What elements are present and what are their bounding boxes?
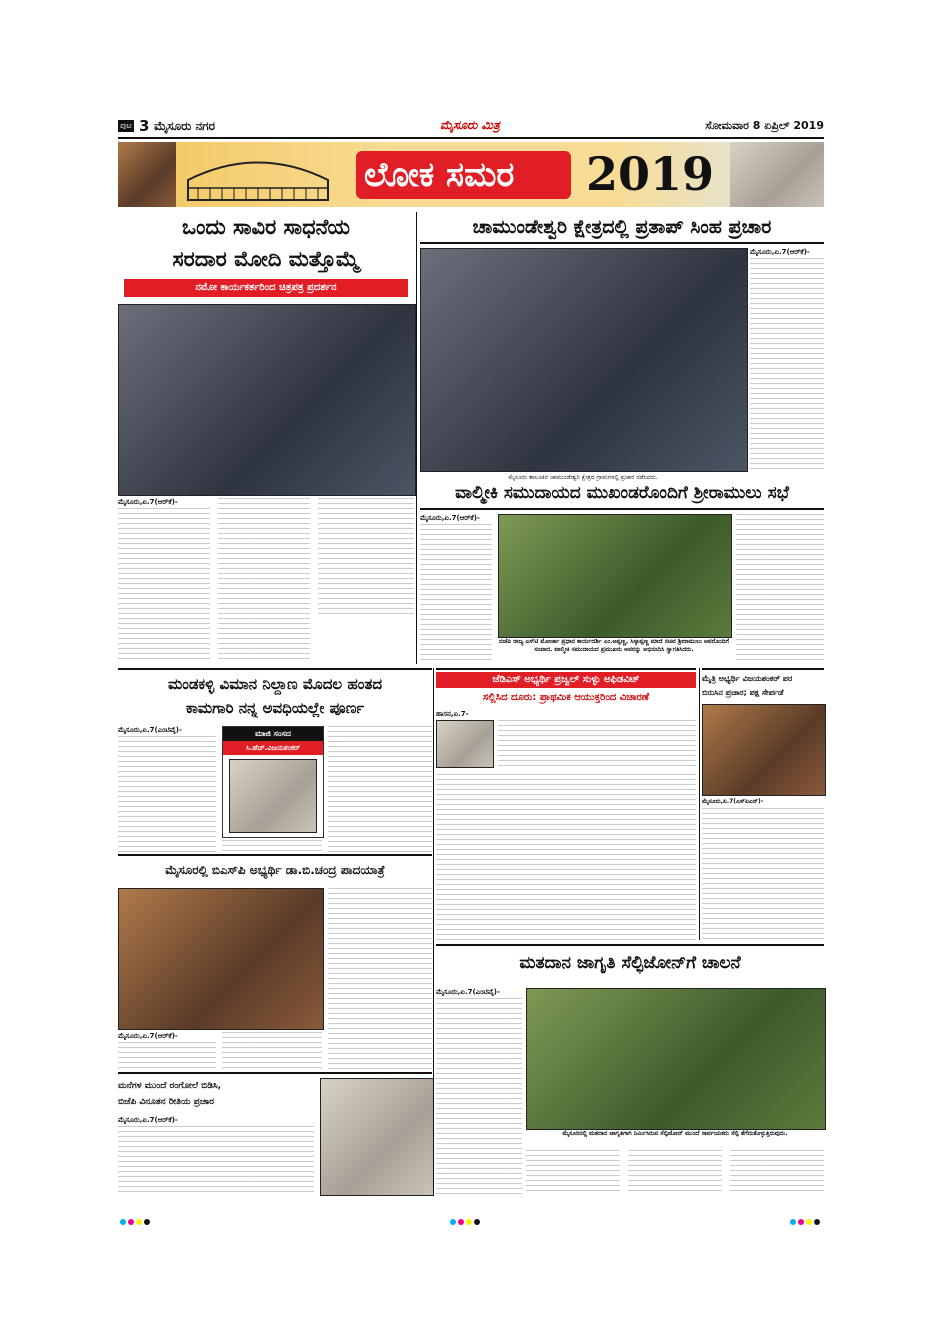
banner-title: ಲೋಕ ಸಮರ [364, 155, 515, 195]
column-rule-right [699, 668, 700, 940]
rangoli-dateline: ಮೈಸೂರು,ಏ.7(ಆರ್‌ಕೆ)- [118, 1116, 178, 1124]
black-dot [814, 1219, 820, 1225]
valmiki-body-left [420, 524, 492, 664]
page-tag: ಪುಟ [120, 121, 132, 130]
selfie-caption: ಮೈಸೂರಿನಲ್ಲಿ ಮತದಾನ ಜಾಗೃತಿಗಾಗಿ ನಿರ್ಮಿಸಿರುವ ಸೆಲ್ಫಿಜೋನ್ ಮುಂದೆ ಸಾರ್ವಜನಿಕರು ಸೆಲ್ಫಿ ತೆಗೆದುಕೊಳ್ಳುತ್ತಿರುವುದು. [562, 1130, 788, 1137]
valmiki-body-right [736, 514, 824, 664]
maitri-dateline: ಮೈಸೂರು,ಏ.7(ಎಸ್‌ಪಿಎನ್)- [702, 798, 764, 805]
pratap-dateline: ಮೈಸೂರು,ಏ.7(ಆರ್‌ಕೆ)- [750, 248, 810, 256]
jds-body [436, 774, 696, 942]
selfie-body-left [436, 998, 522, 1194]
section-title: ಮೈಸೂರು ನಗರ [154, 119, 216, 133]
modi-headline-1: ಒಂದು ಸಾವಿರ ಸಾಧನೆಯ [182, 215, 350, 239]
bsp-body-col1 [118, 1042, 216, 1070]
modi-body-col1 [118, 508, 210, 662]
cyan-dot [120, 1219, 126, 1225]
pratap-article [420, 212, 824, 481]
bsp-headline: ಮೈಸೂರಲ್ಲಿ ಬಿಎಸ್‌ಪಿ ಅಭ್ಯರ್ಥಿ ಡಾ.ಬಿ.ಚಂದ್ರ ಪಾದಯಾತ್ರೆ [165, 863, 385, 877]
page-header [118, 117, 824, 139]
magenta-dot [128, 1219, 134, 1225]
bsp-body-col2 [222, 1032, 322, 1070]
modi-subhead: ನಮೋ ಕಾರ್ಯಕರ್ತರಿಂದ ಚಿತ್ರಪತ್ರ ಪ್ರದರ್ಶನ [124, 279, 408, 297]
jds-headline-2: ಸಲ್ಲಿಸಿದ ದೂರು: ಪ್ರಾಥಮಿಕ ಆಯುಕ್ತರಿಂದ ವಿಚಾರಣೆ [482, 692, 650, 703]
registration-marks-left [120, 1210, 152, 1229]
pratap-campaign-photo [420, 248, 748, 472]
banner-hands-image [118, 142, 176, 207]
maitri-photo [702, 704, 826, 796]
masthead: ಮೈಸೂರು ಮಿತ್ರ [440, 118, 500, 132]
valmiki-meeting-photo [498, 514, 732, 638]
black-dot [144, 1219, 150, 1225]
registration-marks-center [450, 1210, 482, 1229]
airport-body-col1 [118, 736, 216, 852]
registration-marks-right [790, 1210, 822, 1229]
banner-voters-image [730, 142, 824, 207]
selfie-headline: ಮತದಾನ ಜಾಗೃತಿ ಸೆಲ್ಫಿಜೋನ್‌ಗೆ ಚಾಲನೆ [519, 953, 741, 973]
selfie-body-col4 [730, 1150, 824, 1194]
column-rule-main [416, 212, 417, 664]
airport-article [118, 668, 432, 852]
airport-dateline: ಮೈಸೂರು,ಏ.7(ಎಂಟಿವೈ)- [118, 726, 182, 734]
modi-article [118, 212, 414, 662]
selfie-dateline: ಮೈಸೂರು,ಏ.7(ಎಂಟಿವೈ)- [436, 988, 500, 996]
column-rule-lower [433, 668, 434, 1192]
bsp-dateline: ಮೈಸೂರು,ಏ.7(ಆರ್‌ಕೆ)- [118, 1032, 178, 1040]
selfie-body-col3 [628, 1150, 722, 1194]
prajwal-portrait [436, 720, 494, 768]
maitri-headline-1: ಮೈತ್ರಿ ಅಭ್ಯರ್ಥಿ ವಿಜಯಶಂಕರ್ ಪರ [702, 674, 793, 683]
modi-headline-2: ಸರದಾರ ಮೋದಿ ಮತ್ತೊಮ್ಮೆ [172, 247, 360, 271]
maitri-headline-2: ಬಿರುಸಿನ ಪ್ರಚಾರ; ಪಕ್ಷ ಸೇರ್ಪಡೆ [702, 688, 784, 697]
pratap-headline: ಚಾಮುಂಡೇಶ್ವರಿ ಕ್ಷೇತ್ರದಲ್ಲಿ ಪ್ರತಾಪ್ ಸಿಂಹ ಪ್ರಚಾರ [420, 212, 824, 244]
selfie-zone-photo [526, 988, 826, 1130]
bsp-body-col3 [328, 888, 432, 1070]
jds-article [436, 668, 696, 942]
selfie-article [436, 944, 824, 1194]
modi-dateline: ಮೈಸೂರು,ಏ.7(ಆರ್‌ಕೆ)- [118, 498, 178, 506]
rangoli-article [118, 1072, 432, 1194]
airport-body-col2 [222, 840, 322, 852]
modi-rally-photo [118, 304, 416, 496]
bsp-padayatra-photo [118, 888, 324, 1030]
page-number: 3 [139, 117, 150, 135]
airport-headline-1: ಮಂಡಕಳ್ಳಿ ವಿಮಾನ ನಿಲ್ದಾಣ ಮೊದಲ ಹಂತದ [167, 675, 383, 693]
cyan-dot [790, 1219, 796, 1225]
pratap-caption: ಮೈಸೂರು ತಾಲೂಕಿನ ಚಾಮುಂಡೇಶ್ವರಿ ಕ್ಷೇತ್ರದ ಗ್ರಾಮಗಳಲ್ಲಿ ಪ್ರಚಾರ ನಡೆಸಿದರು. [508, 474, 658, 481]
magenta-dot [798, 1219, 804, 1225]
cyan-dot [450, 1219, 456, 1225]
selfie-body-col2 [526, 1150, 620, 1194]
jds-headline-1: ಜೆಡಿಎಸ್ ಅಭ್ಯರ್ಥಿ ಪ್ರಜ್ವಲ್ ಸುಳ್ಳು ಅಫಿಡವಿಟ್ [436, 672, 696, 688]
issue-date: ಸೋಮವಾರ 8 ಏಪ್ರಿಲ್ 2019 [705, 119, 824, 132]
rangoli-headline-2: ಬಿಜೆಪಿ ವಿನೂತನ ರೀತಿಯ ಪ್ರಚಾರ [118, 1097, 214, 1107]
valmiki-dateline: ಮೈಸೂರು,ಏ.7(ಆರ್‌ಕೆ)- [420, 514, 480, 522]
jds-body-top [498, 720, 696, 770]
airport-profile-box [222, 726, 324, 838]
valmiki-article [420, 478, 824, 664]
vijayashankar-portrait [229, 759, 317, 833]
rangoli-photo [320, 1078, 434, 1196]
modi-body-col3 [318, 498, 414, 618]
airport-headline-2: ಕಾಮಗಾರಿ ನನ್ನ ಅವಧಿಯಲ್ಲೇ ಪೂರ್ಣ [185, 699, 365, 717]
airport-body-col3 [328, 726, 432, 852]
rangoli-body [118, 1126, 314, 1194]
valmiki-caption: ಬಿಜೆಪಿ ರಾಜ್ಯ ಎಸ್‌ಟಿ ಮೋರ್ಚಾ ಪ್ರಧಾನ ಕಾರ್ಯದರ್ಶಿ ಎಂ.ಅಪ್ಪಣ್ಣ, ಸಿಸ್ಕಾಪ್ಪಣ್ಣ ಮಾಜಿ ಸಚಿವ ಶ್ರೀರಾಮುಲು ಅವರೊಂದಿಗೆ ಸಂವಾದ. ವಾಲ್ಮೀಕಿ ಸಮುದಾಯದ ಪ್ರಮುಖರು ಅವರನ್ನು ಅಭಿನಂದಿಸಿ ಸ್ವಾಗತಿಸಿದರು. [498, 638, 730, 653]
magenta-dot [458, 1219, 464, 1225]
jds-dateline: ಹಾಸನ,ಏ.7- [436, 710, 469, 718]
parliament-icon [178, 150, 338, 202]
banner-year: 2019 [586, 147, 715, 201]
bsp-article [118, 854, 432, 1070]
profile-box-name: ಸಿ.ಹೆಚ್.ವಿಜಯಶಂಕರ್ [223, 741, 323, 755]
black-dot [474, 1219, 480, 1225]
yellow-dot [466, 1219, 472, 1225]
election-banner [118, 142, 824, 207]
valmiki-headline: ವಾಲ್ಮೀಕಿ ಸಮುದಾಯದ ಮುಖಂಡರೊಂದಿಗೆ ಶ್ರೀರಾಮುಲು ಸಭೆ [420, 478, 824, 510]
pratap-body [750, 258, 824, 470]
yellow-dot [136, 1219, 142, 1225]
rangoli-headline-1: ಮನೆಗಳ ಮುಂದೆ ರಂಗೋಲೆ ಬಿಡಿಸಿ, [118, 1081, 222, 1091]
maitri-body [702, 808, 824, 942]
yellow-dot [806, 1219, 812, 1225]
maitri-article [702, 668, 824, 942]
profile-box-title: ಮಾಜಿ ಸಂಸದ [223, 727, 323, 741]
modi-body-col2 [218, 498, 310, 662]
